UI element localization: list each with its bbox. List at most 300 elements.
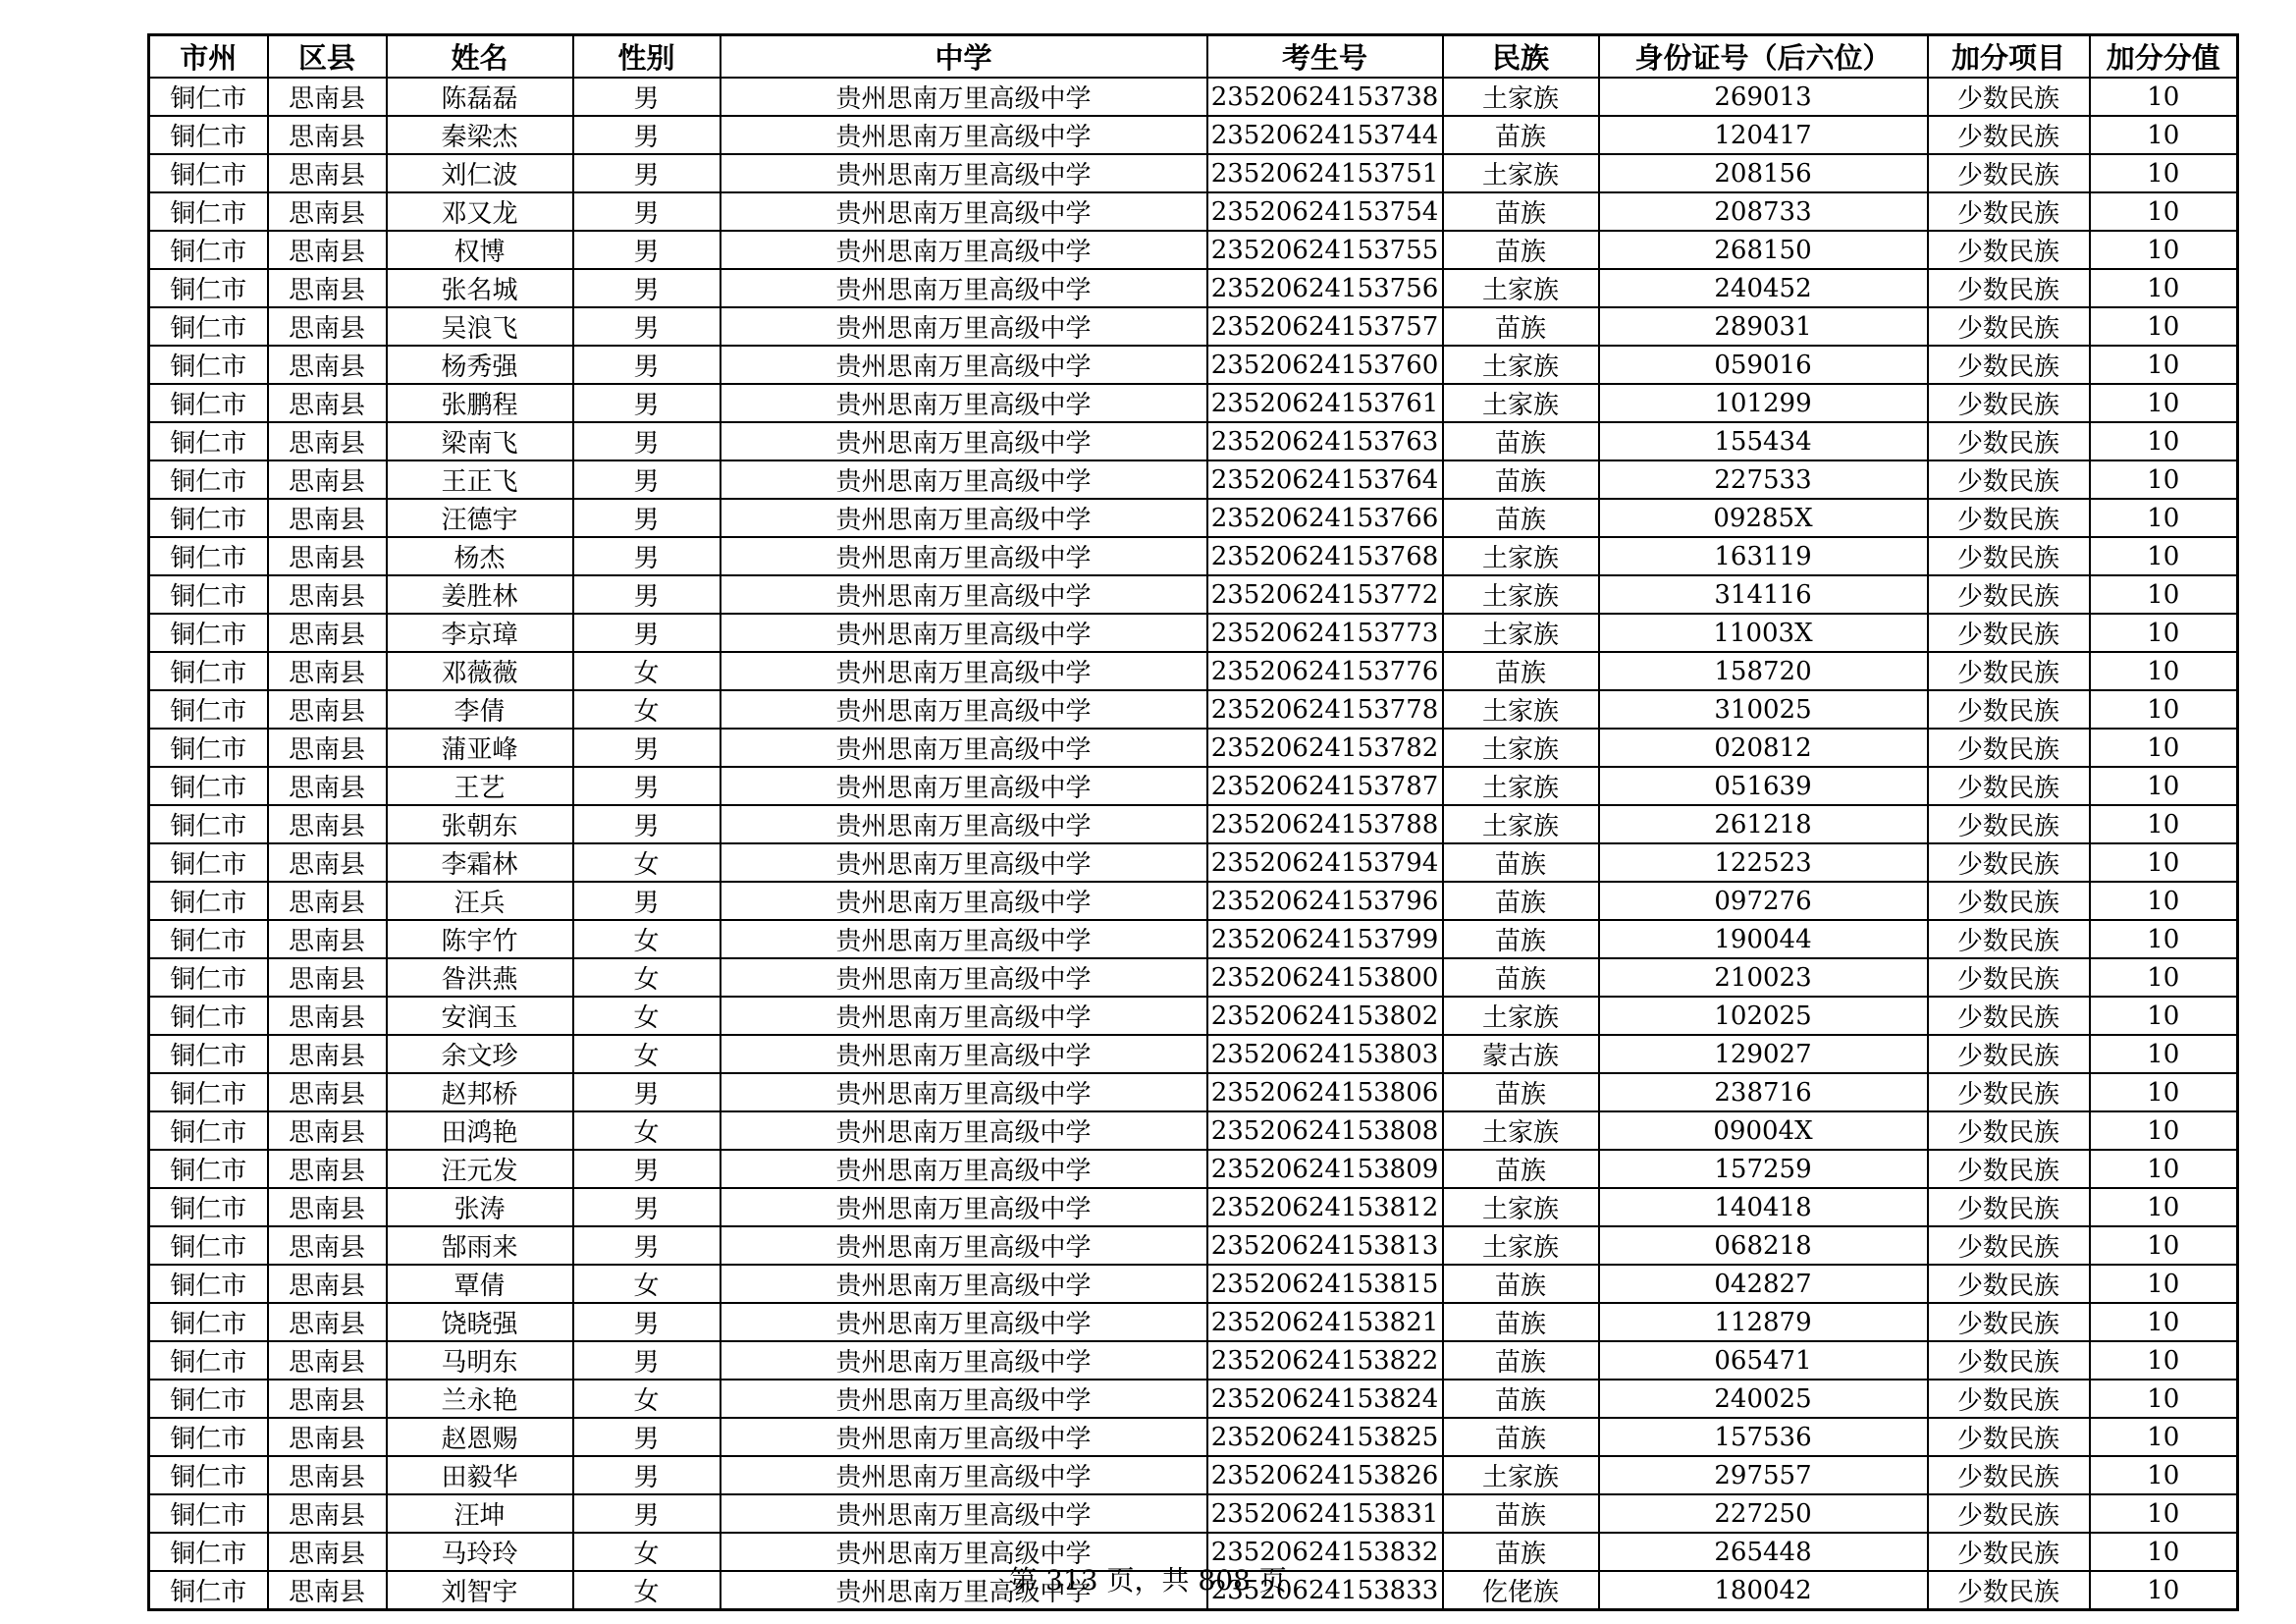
table-row — [149, 1265, 2238, 1303]
cell-ethnicity: 蒙古族 — [1443, 1035, 1599, 1073]
cell-name: 汪元发 — [387, 1150, 573, 1188]
cell-bonus-value: 10 — [2090, 1303, 2238, 1341]
cell-ethnicity: 苗族 — [1443, 499, 1599, 537]
cell-name: 姜胜林 — [387, 575, 573, 614]
cell-name: 刘仁波 — [387, 154, 573, 192]
cell-bonus-item: 少数民族 — [1928, 307, 2090, 346]
cell-school: 贵州思南万里高级中学 — [721, 690, 1207, 729]
cell-ethnicity: 苗族 — [1443, 231, 1599, 269]
cell-id-last6: 042827 — [1599, 1265, 1928, 1303]
bonus-points-table — [147, 33, 2239, 1611]
cell-bonus-item: 少数民族 — [1928, 192, 2090, 231]
cell-gender: 男 — [573, 729, 721, 767]
cell-city: 铜仁市 — [149, 231, 268, 269]
cell-city: 铜仁市 — [149, 882, 268, 920]
cell-gender: 男 — [573, 78, 721, 116]
cell-ethnicity: 苗族 — [1443, 958, 1599, 997]
cell-id-last6: 240452 — [1599, 269, 1928, 307]
cell-id-last6: 101299 — [1599, 384, 1928, 422]
cell-bonus-item: 少数民族 — [1928, 231, 2090, 269]
cell-city: 铜仁市 — [149, 116, 268, 154]
col-header-bonus-item: 加分项目 — [1928, 35, 2090, 79]
cell-id-last6: 268150 — [1599, 231, 1928, 269]
cell-exam-id: 23520624153800 — [1207, 958, 1443, 997]
cell-bonus-item: 少数民族 — [1928, 1341, 2090, 1380]
cell-name: 马玲玲 — [387, 1533, 573, 1571]
cell-county: 思南县 — [268, 422, 387, 460]
cell-gender: 男 — [573, 116, 721, 154]
table-row — [149, 537, 2238, 575]
cell-exam-id: 23520624153809 — [1207, 1150, 1443, 1188]
cell-bonus-value: 10 — [2090, 652, 2238, 690]
cell-school: 贵州思南万里高级中学 — [721, 499, 1207, 537]
cell-ethnicity: 土家族 — [1443, 269, 1599, 307]
table-body — [149, 78, 2238, 1610]
cell-bonus-value: 10 — [2090, 1494, 2238, 1533]
cell-ethnicity: 土家族 — [1443, 1111, 1599, 1150]
cell-ethnicity: 苗族 — [1443, 652, 1599, 690]
cell-exam-id: 23520624153738 — [1207, 78, 1443, 116]
cell-city: 铜仁市 — [149, 1188, 268, 1226]
cell-county: 思南县 — [268, 499, 387, 537]
cell-bonus-value: 10 — [2090, 384, 2238, 422]
cell-bonus-value: 10 — [2090, 422, 2238, 460]
cell-county: 思南县 — [268, 1073, 387, 1111]
cell-gender: 男 — [573, 307, 721, 346]
cell-bonus-value: 10 — [2090, 1226, 2238, 1265]
cell-exam-id: 23520624153754 — [1207, 192, 1443, 231]
cell-bonus-value: 10 — [2090, 1418, 2238, 1456]
cell-id-last6: 289031 — [1599, 307, 1928, 346]
cell-bonus-value: 10 — [2090, 1380, 2238, 1418]
cell-ethnicity: 苗族 — [1443, 882, 1599, 920]
table-row — [149, 843, 2238, 882]
cell-exam-id: 23520624153825 — [1207, 1418, 1443, 1456]
cell-bonus-item: 少数民族 — [1928, 499, 2090, 537]
cell-exam-id: 23520624153772 — [1207, 575, 1443, 614]
cell-county: 思南县 — [268, 1111, 387, 1150]
table-row — [149, 116, 2238, 154]
cell-bonus-item: 少数民族 — [1928, 1035, 2090, 1073]
cell-bonus-value: 10 — [2090, 1533, 2238, 1571]
cell-city: 铜仁市 — [149, 843, 268, 882]
cell-school: 贵州思南万里高级中学 — [721, 1533, 1207, 1571]
cell-gender: 女 — [573, 652, 721, 690]
cell-id-last6: 261218 — [1599, 805, 1928, 843]
cell-id-last6: 059016 — [1599, 346, 1928, 384]
cell-school: 贵州思南万里高级中学 — [721, 1380, 1207, 1418]
cell-bonus-value: 10 — [2090, 882, 2238, 920]
cell-city: 铜仁市 — [149, 997, 268, 1035]
cell-school: 贵州思南万里高级中学 — [721, 843, 1207, 882]
cell-bonus-item: 少数民族 — [1928, 384, 2090, 422]
cell-id-last6: 09004X — [1599, 1111, 1928, 1150]
cell-exam-id: 23520624153796 — [1207, 882, 1443, 920]
cell-school: 贵州思南万里高级中学 — [721, 1188, 1207, 1226]
cell-city: 铜仁市 — [149, 537, 268, 575]
cell-id-last6: 208733 — [1599, 192, 1928, 231]
cell-name: 张朝东 — [387, 805, 573, 843]
cell-city: 铜仁市 — [149, 805, 268, 843]
cell-gender: 男 — [573, 1150, 721, 1188]
col-header-id-last6: 身份证号（后六位） — [1599, 35, 1928, 79]
table-row — [149, 1341, 2238, 1380]
table-row — [149, 729, 2238, 767]
cell-ethnicity: 苗族 — [1443, 1533, 1599, 1571]
cell-id-last6: 265448 — [1599, 1533, 1928, 1571]
cell-ethnicity: 苗族 — [1443, 116, 1599, 154]
cell-bonus-item: 少数民族 — [1928, 882, 2090, 920]
cell-gender: 女 — [573, 1571, 721, 1610]
table-row — [149, 1188, 2238, 1226]
table-row — [149, 307, 2238, 346]
cell-bonus-value: 10 — [2090, 1035, 2238, 1073]
cell-city: 铜仁市 — [149, 614, 268, 652]
cell-city: 铜仁市 — [149, 499, 268, 537]
cell-school: 贵州思南万里高级中学 — [721, 767, 1207, 805]
cell-city: 铜仁市 — [149, 1341, 268, 1380]
cell-exam-id: 23520624153778 — [1207, 690, 1443, 729]
cell-ethnicity: 苗族 — [1443, 1380, 1599, 1418]
cell-county: 思南县 — [268, 1456, 387, 1494]
cell-exam-id: 23520624153787 — [1207, 767, 1443, 805]
table-row — [149, 1380, 2238, 1418]
cell-city: 铜仁市 — [149, 1418, 268, 1456]
cell-exam-id: 23520624153822 — [1207, 1341, 1443, 1380]
cell-bonus-item: 少数民族 — [1928, 767, 2090, 805]
col-header-bonus-value: 加分分值 — [2090, 35, 2238, 79]
cell-exam-id: 23520624153773 — [1207, 614, 1443, 652]
cell-ethnicity: 土家族 — [1443, 78, 1599, 116]
cell-name: 赵恩赐 — [387, 1418, 573, 1456]
cell-gender: 男 — [573, 1341, 721, 1380]
cell-id-last6: 227250 — [1599, 1494, 1928, 1533]
col-header-county: 区县 — [268, 35, 387, 79]
cell-gender: 女 — [573, 997, 721, 1035]
cell-bonus-value: 10 — [2090, 307, 2238, 346]
cell-ethnicity: 苗族 — [1443, 843, 1599, 882]
cell-bonus-item: 少数民族 — [1928, 154, 2090, 192]
cell-city: 铜仁市 — [149, 1571, 268, 1610]
cell-bonus-item: 少数民族 — [1928, 958, 2090, 997]
cell-ethnicity: 土家族 — [1443, 997, 1599, 1035]
cell-bonus-item: 少数民族 — [1928, 614, 2090, 652]
cell-gender: 男 — [573, 1073, 721, 1111]
cell-bonus-item: 少数民族 — [1928, 1418, 2090, 1456]
cell-school: 贵州思南万里高级中学 — [721, 882, 1207, 920]
cell-school: 贵州思南万里高级中学 — [721, 269, 1207, 307]
cell-name: 梁南飞 — [387, 422, 573, 460]
cell-id-last6: 158720 — [1599, 652, 1928, 690]
cell-bonus-item: 少数民族 — [1928, 346, 2090, 384]
cell-bonus-item: 少数民族 — [1928, 1494, 2090, 1533]
cell-county: 思南县 — [268, 1380, 387, 1418]
cell-bonus-value: 10 — [2090, 1073, 2238, 1111]
cell-gender: 男 — [573, 460, 721, 499]
cell-name: 张名城 — [387, 269, 573, 307]
cell-county: 思南县 — [268, 154, 387, 192]
cell-school: 贵州思南万里高级中学 — [721, 805, 1207, 843]
cell-name: 李霜林 — [387, 843, 573, 882]
cell-exam-id: 23520624153788 — [1207, 805, 1443, 843]
cell-name: 赵邦桥 — [387, 1073, 573, 1111]
table-row — [149, 690, 2238, 729]
cell-city: 铜仁市 — [149, 422, 268, 460]
cell-school: 贵州思南万里高级中学 — [721, 652, 1207, 690]
table-row — [149, 614, 2238, 652]
cell-bonus-item: 少数民族 — [1928, 1533, 2090, 1571]
cell-id-last6: 155434 — [1599, 422, 1928, 460]
cell-city: 铜仁市 — [149, 78, 268, 116]
cell-county: 思南县 — [268, 920, 387, 958]
cell-county: 思南县 — [268, 690, 387, 729]
table-row — [149, 1150, 2238, 1188]
cell-bonus-value: 10 — [2090, 154, 2238, 192]
cell-county: 思南县 — [268, 882, 387, 920]
cell-name: 汪坤 — [387, 1494, 573, 1533]
cell-county: 思南县 — [268, 78, 387, 116]
cell-bonus-item: 少数民族 — [1928, 1380, 2090, 1418]
cell-id-last6: 129027 — [1599, 1035, 1928, 1073]
page-footer: 第 313 页，共 808 页 — [1009, 1564, 1287, 1597]
cell-bonus-value: 10 — [2090, 843, 2238, 882]
cell-id-last6: 314116 — [1599, 575, 1928, 614]
cell-exam-id: 23520624153768 — [1207, 537, 1443, 575]
cell-exam-id: 23520624153766 — [1207, 499, 1443, 537]
cell-exam-id: 23520624153833 — [1207, 1571, 1443, 1610]
cell-name: 权博 — [387, 231, 573, 269]
cell-gender: 男 — [573, 767, 721, 805]
table-row — [149, 231, 2238, 269]
cell-city: 铜仁市 — [149, 1073, 268, 1111]
cell-name: 陈磊磊 — [387, 78, 573, 116]
cell-exam-id: 23520624153815 — [1207, 1265, 1443, 1303]
cell-county: 思南县 — [268, 116, 387, 154]
cell-school: 贵州思南万里高级中学 — [721, 1303, 1207, 1341]
cell-gender: 女 — [573, 690, 721, 729]
table-row — [149, 652, 2238, 690]
cell-school: 贵州思南万里高级中学 — [721, 1494, 1207, 1533]
cell-id-last6: 297557 — [1599, 1456, 1928, 1494]
cell-city: 铜仁市 — [149, 1150, 268, 1188]
cell-id-last6: 122523 — [1599, 843, 1928, 882]
cell-ethnicity: 土家族 — [1443, 614, 1599, 652]
cell-school: 贵州思南万里高级中学 — [721, 460, 1207, 499]
cell-ethnicity: 土家族 — [1443, 1188, 1599, 1226]
cell-bonus-value: 10 — [2090, 192, 2238, 231]
cell-school: 贵州思南万里高级中学 — [721, 384, 1207, 422]
cell-school: 贵州思南万里高级中学 — [721, 1111, 1207, 1150]
table-row — [149, 1418, 2238, 1456]
table-row — [149, 1494, 2238, 1533]
cell-school: 贵州思南万里高级中学 — [721, 116, 1207, 154]
cell-exam-id: 23520624153813 — [1207, 1226, 1443, 1265]
cell-gender: 男 — [573, 231, 721, 269]
cell-ethnicity: 土家族 — [1443, 1456, 1599, 1494]
cell-name: 张鹏程 — [387, 384, 573, 422]
cell-name: 邓又龙 — [387, 192, 573, 231]
cell-bonus-value: 10 — [2090, 537, 2238, 575]
cell-id-last6: 190044 — [1599, 920, 1928, 958]
cell-bonus-item: 少数民族 — [1928, 1150, 2090, 1188]
cell-id-last6: 208156 — [1599, 154, 1928, 192]
cell-exam-id: 23520624153756 — [1207, 269, 1443, 307]
cell-name: 饶晓强 — [387, 1303, 573, 1341]
cell-county: 思南县 — [268, 575, 387, 614]
col-header-name: 姓名 — [387, 35, 573, 79]
cell-city: 铜仁市 — [149, 1111, 268, 1150]
cell-id-last6: 310025 — [1599, 690, 1928, 729]
cell-id-last6: 120417 — [1599, 116, 1928, 154]
cell-city: 铜仁市 — [149, 384, 268, 422]
cell-city: 铜仁市 — [149, 1265, 268, 1303]
cell-school: 贵州思南万里高级中学 — [721, 1456, 1207, 1494]
cell-name: 昝洪燕 — [387, 958, 573, 997]
table-row — [149, 1035, 2238, 1073]
cell-county: 思南县 — [268, 1571, 387, 1610]
cell-bonus-value: 10 — [2090, 231, 2238, 269]
cell-ethnicity: 苗族 — [1443, 1073, 1599, 1111]
cell-ethnicity: 苗族 — [1443, 1303, 1599, 1341]
cell-bonus-item: 少数民族 — [1928, 997, 2090, 1035]
cell-ethnicity: 仡佬族 — [1443, 1571, 1599, 1610]
col-header-school: 中学 — [721, 35, 1207, 79]
cell-ethnicity: 土家族 — [1443, 575, 1599, 614]
table-row — [149, 997, 2238, 1035]
cell-id-last6: 210023 — [1599, 958, 1928, 997]
cell-gender: 男 — [573, 1418, 721, 1456]
cell-bonus-value: 10 — [2090, 690, 2238, 729]
cell-bonus-item: 少数民族 — [1928, 805, 2090, 843]
cell-bonus-value: 10 — [2090, 78, 2238, 116]
cell-name: 李倩 — [387, 690, 573, 729]
cell-id-last6: 269013 — [1599, 78, 1928, 116]
cell-id-last6: 09285X — [1599, 499, 1928, 537]
cell-bonus-value: 10 — [2090, 958, 2238, 997]
cell-exam-id: 23520624153808 — [1207, 1111, 1443, 1150]
cell-school: 贵州思南万里高级中学 — [721, 78, 1207, 116]
cell-name: 杨秀强 — [387, 346, 573, 384]
cell-name: 邓薇薇 — [387, 652, 573, 690]
cell-city: 铜仁市 — [149, 346, 268, 384]
cell-county: 思南县 — [268, 614, 387, 652]
cell-bonus-value: 10 — [2090, 1150, 2238, 1188]
cell-ethnicity: 苗族 — [1443, 1418, 1599, 1456]
cell-name: 郜雨来 — [387, 1226, 573, 1265]
cell-bonus-item: 少数民族 — [1928, 269, 2090, 307]
cell-id-last6: 068218 — [1599, 1226, 1928, 1265]
cell-county: 思南县 — [268, 1188, 387, 1226]
cell-county: 思南县 — [268, 1035, 387, 1073]
cell-exam-id: 23520624153761 — [1207, 384, 1443, 422]
cell-exam-id: 23520624153824 — [1207, 1380, 1443, 1418]
cell-id-last6: 020812 — [1599, 729, 1928, 767]
table-row — [149, 1303, 2238, 1341]
cell-county: 思南县 — [268, 307, 387, 346]
cell-school: 贵州思南万里高级中学 — [721, 1341, 1207, 1380]
col-header-city: 市州 — [149, 35, 268, 79]
cell-county: 思南县 — [268, 1226, 387, 1265]
table-row — [149, 575, 2238, 614]
cell-school: 贵州思南万里高级中学 — [721, 192, 1207, 231]
cell-county: 思南县 — [268, 192, 387, 231]
cell-bonus-value: 10 — [2090, 805, 2238, 843]
cell-bonus-item: 少数民族 — [1928, 1111, 2090, 1150]
cell-bonus-item: 少数民族 — [1928, 1188, 2090, 1226]
cell-bonus-value: 10 — [2090, 269, 2238, 307]
cell-bonus-item: 少数民族 — [1928, 116, 2090, 154]
cell-gender: 男 — [573, 1188, 721, 1226]
cell-school: 贵州思南万里高级中学 — [721, 920, 1207, 958]
cell-name: 张涛 — [387, 1188, 573, 1226]
cell-bonus-value: 10 — [2090, 116, 2238, 154]
cell-city: 铜仁市 — [149, 920, 268, 958]
col-header-ethnicity: 民族 — [1443, 35, 1599, 79]
cell-bonus-value: 10 — [2090, 1111, 2238, 1150]
cell-gender: 男 — [573, 1226, 721, 1265]
cell-city: 铜仁市 — [149, 690, 268, 729]
cell-county: 思南县 — [268, 729, 387, 767]
cell-bonus-item: 少数民族 — [1928, 1571, 2090, 1610]
cell-gender: 女 — [573, 920, 721, 958]
cell-city: 铜仁市 — [149, 1456, 268, 1494]
cell-exam-id: 23520624153764 — [1207, 460, 1443, 499]
cell-ethnicity: 土家族 — [1443, 154, 1599, 192]
cell-bonus-value: 10 — [2090, 614, 2238, 652]
table-row — [149, 192, 2238, 231]
cell-bonus-value: 10 — [2090, 1188, 2238, 1226]
cell-school: 贵州思南万里高级中学 — [721, 997, 1207, 1035]
cell-bonus-item: 少数民族 — [1928, 652, 2090, 690]
cell-city: 铜仁市 — [149, 307, 268, 346]
cell-bonus-value: 10 — [2090, 997, 2238, 1035]
cell-exam-id: 23520624153826 — [1207, 1456, 1443, 1494]
cell-school: 贵州思南万里高级中学 — [721, 154, 1207, 192]
cell-exam-id: 23520624153832 — [1207, 1533, 1443, 1571]
table-row — [149, 767, 2238, 805]
cell-bonus-value: 10 — [2090, 1265, 2238, 1303]
cell-school: 贵州思南万里高级中学 — [721, 346, 1207, 384]
cell-gender: 男 — [573, 614, 721, 652]
cell-name: 刘智宇 — [387, 1571, 573, 1610]
cell-gender: 男 — [573, 269, 721, 307]
cell-gender: 女 — [573, 958, 721, 997]
cell-gender: 女 — [573, 843, 721, 882]
cell-county: 思南县 — [268, 1418, 387, 1456]
cell-name: 田鸿艳 — [387, 1111, 573, 1150]
table-row — [149, 1226, 2238, 1265]
cell-school: 贵州思南万里高级中学 — [721, 958, 1207, 997]
cell-exam-id: 23520624153751 — [1207, 154, 1443, 192]
cell-bonus-item: 少数民族 — [1928, 575, 2090, 614]
cell-school: 贵州思南万里高级中学 — [721, 614, 1207, 652]
cell-name: 李京璋 — [387, 614, 573, 652]
col-header-gender: 性别 — [573, 35, 721, 79]
cell-exam-id: 23520624153821 — [1207, 1303, 1443, 1341]
table-row — [149, 78, 2238, 116]
cell-school: 贵州思南万里高级中学 — [721, 575, 1207, 614]
cell-gender: 男 — [573, 384, 721, 422]
table-row — [149, 1111, 2238, 1150]
cell-city: 铜仁市 — [149, 1303, 268, 1341]
cell-school: 贵州思南万里高级中学 — [721, 1418, 1207, 1456]
cell-bonus-item: 少数民族 — [1928, 1265, 2090, 1303]
cell-exam-id: 23520624153802 — [1207, 997, 1443, 1035]
cell-county: 思南县 — [268, 231, 387, 269]
cell-ethnicity: 苗族 — [1443, 1341, 1599, 1380]
cell-school: 贵州思南万里高级中学 — [721, 1035, 1207, 1073]
table-row — [149, 805, 2238, 843]
